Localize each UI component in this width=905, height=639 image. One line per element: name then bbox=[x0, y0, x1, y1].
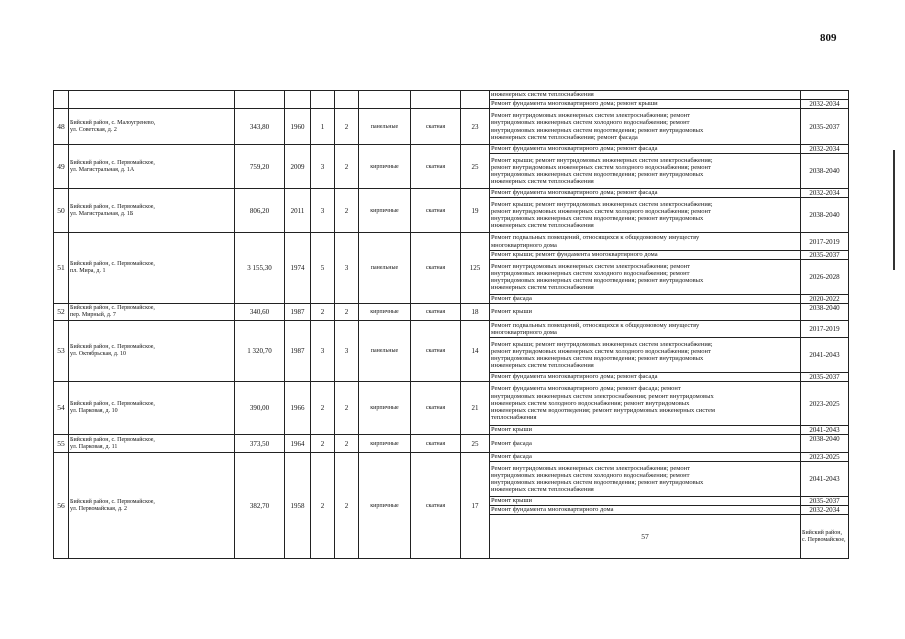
work-cell: Ремонт фундамента многоквартирного дома bbox=[490, 506, 801, 515]
area-cell: 340,60 bbox=[235, 304, 285, 321]
work-cell: Ремонт крыши; ремонт внутридомовых инженерных систем электроснабжения; ремонт внутридомовых инженерных систем холодного водоснабжения; ремонт внутридомовых инженерных систем водоотведения; ремонт внутридомовых инженерных систем теплоснабжения bbox=[490, 338, 801, 373]
work-cell: Ремонт внутридомовых инженерных систем электроснабжения; ремонт внутридомовых инженерных систем холодного водоснабжения; ремонт внутридомовых инженерных систем водоотведения; ремонт внутридомовых инженерных систем теплоснабжения; ремонт фасада bbox=[490, 109, 801, 145]
walls-cell: кирпичные bbox=[359, 145, 411, 189]
period-cell: 2017-2019 bbox=[801, 321, 849, 338]
roof-cell: скатная bbox=[411, 435, 461, 453]
floors-cell: 1 bbox=[311, 109, 335, 145]
period-cell: 2017-2019 bbox=[801, 233, 849, 251]
table-row bbox=[54, 382, 849, 426]
work-cell: Ремонт крыши bbox=[490, 426, 801, 435]
floors-cell: 2 bbox=[311, 435, 335, 453]
row-number: 55 bbox=[54, 435, 69, 453]
work-cell: Ремонт фундамента многоквартирного дома; ремонт крыши bbox=[490, 100, 801, 109]
area-cell: 1 320,70 bbox=[235, 321, 285, 382]
year-cell: 1987 bbox=[285, 321, 311, 382]
row-number: 52 bbox=[54, 304, 69, 321]
work-cell: Ремонт крыши bbox=[490, 304, 801, 321]
service-cell: 25 bbox=[461, 145, 490, 189]
work-cell: Ремонт внутридомовых инженерных систем электроснабжения; ремонт внутридомовых инженерных систем холодного водоснабжения; ремонт внутридомовых инженерных систем водоотведения; ремонт внутридомовых инженерных систем теплоснабжения bbox=[490, 260, 801, 295]
area-cell: 382,70 bbox=[235, 453, 285, 559]
walls-cell: кирпичные bbox=[359, 382, 411, 435]
work-cell: Ремонт фундамента многоквартирного дома; ремонт фасада bbox=[490, 189, 801, 198]
roof-cell: скатная bbox=[411, 304, 461, 321]
year-cell: 2009 bbox=[285, 145, 311, 189]
year-cell: 1958 bbox=[285, 453, 311, 559]
row-number: 57 bbox=[490, 515, 801, 559]
row-number: 48 bbox=[54, 109, 69, 145]
area-cell: 3 155,30 bbox=[235, 233, 285, 304]
work-cell: Ремонт внутридомовых инженерных систем электроснабжения; ремонт внутридомовых инженерных систем холодного водоснабжения; ремонт внутридомовых инженерных систем водоотведения; ремонт внутридомовых инженерных систем теплоснабжения bbox=[490, 462, 801, 497]
period-cell: 2023-2025 bbox=[801, 453, 849, 462]
work-cell: Ремонт фундамента многоквартирного дома; ремонт фасада bbox=[490, 145, 801, 154]
entrances-cell: 2 bbox=[335, 145, 359, 189]
work-cell: Ремонт фундамента многоквартирного дома; ремонт фасада bbox=[490, 373, 801, 382]
work-cell: Ремонт крыши bbox=[490, 497, 801, 506]
period-cell: 2041-2043 bbox=[801, 462, 849, 497]
walls-cell: панельные bbox=[359, 109, 411, 145]
walls-cell: кирпичные bbox=[359, 453, 411, 559]
roof-cell: скатная bbox=[411, 453, 461, 559]
service-cell: 14 bbox=[461, 321, 490, 382]
address-cell: Бийский район, с. Первомайское, ул. Магистральная, д. 1Б bbox=[69, 189, 235, 233]
entrances-cell: 2 bbox=[335, 382, 359, 435]
period-cell: 2038-2040 bbox=[801, 304, 849, 321]
entrances-cell: 2 bbox=[335, 453, 359, 559]
row-number: 54 bbox=[54, 382, 69, 435]
table-row bbox=[54, 189, 849, 198]
year-cell: 1960 bbox=[285, 109, 311, 145]
work-cell: Ремонт фасада bbox=[490, 295, 801, 304]
work-cell: Ремонт подвальных помещений, относящихся к общедомовому имуществу многоквартирного дома bbox=[490, 321, 801, 338]
service-cell: 23 bbox=[461, 109, 490, 145]
area-cell: 373,50 bbox=[235, 435, 285, 453]
period-cell: 2035-2037 bbox=[801, 497, 849, 506]
year-cell: 1974 bbox=[285, 233, 311, 304]
walls-cell: кирпичные bbox=[359, 189, 411, 233]
table-row bbox=[54, 91, 849, 100]
entrances-cell: 2 bbox=[335, 435, 359, 453]
period-cell: 2032-2034 bbox=[801, 100, 849, 109]
work-cell: Ремонт подвальных помещений, относящихся к общедомовому имуществу многоквартирного дома bbox=[490, 233, 801, 251]
area-cell: 806,20 bbox=[235, 189, 285, 233]
year-cell: 2011 bbox=[285, 189, 311, 233]
table-row bbox=[54, 145, 849, 154]
service-cell: 17 bbox=[461, 453, 490, 559]
address-cell: Бийский район, с. Первомайское, пл. Мира, д. 1 bbox=[69, 233, 235, 304]
page-number: 809 bbox=[820, 32, 837, 44]
table-row bbox=[54, 453, 849, 462]
work-cell: Ремонт фасада bbox=[490, 435, 801, 453]
row-number: 49 bbox=[54, 145, 69, 189]
entrances-cell: 2 bbox=[335, 304, 359, 321]
period-cell: 2035-2037 bbox=[801, 251, 849, 260]
capital-repair-table bbox=[53, 90, 849, 559]
floors-cell: 3 bbox=[311, 189, 335, 233]
table-row bbox=[54, 233, 849, 251]
roof-cell: скатная bbox=[411, 321, 461, 382]
address-cell: Бийский район, с. Первомайское, ул. Парковая, д. 10 bbox=[69, 382, 235, 435]
floors-cell: 5 bbox=[311, 233, 335, 304]
address-cell: Бийский район, с. Малоугренево, ул. Советская, д. 2 bbox=[69, 109, 235, 145]
period-cell: 2041-2043 bbox=[801, 338, 849, 373]
floors-cell: 3 bbox=[311, 321, 335, 382]
work-cell: Ремонт фундамента многоквартирного дома; ремонт фасада; ремонт внутридомовых инженерных систем электроснабжения; ремонт внутридомовых инженерных систем холодного водоснабжения; ремонт внутридомовых инженерных систем водоотведения; ремонт внутридомовых инженерных систем теплоснабжения bbox=[490, 382, 801, 426]
walls-cell: кирпичные bbox=[359, 435, 411, 453]
year-cell: 1964 bbox=[285, 435, 311, 453]
table-row bbox=[54, 109, 849, 145]
walls-cell: панельные bbox=[359, 233, 411, 304]
address-cell: Бийский район, с. Первомайское, ул. Парковая, д. 11 bbox=[69, 435, 235, 453]
service-cell: 19 bbox=[461, 189, 490, 233]
table-row bbox=[54, 435, 849, 453]
period-cell: 2038-2040 bbox=[801, 154, 849, 189]
walls-cell: панельные bbox=[359, 321, 411, 382]
row-number: 51 bbox=[54, 233, 69, 304]
margin-line bbox=[893, 150, 895, 270]
roof-cell: скатная bbox=[411, 382, 461, 435]
floors-cell: 2 bbox=[311, 453, 335, 559]
row-number: 50 bbox=[54, 189, 69, 233]
address-cell: Бийский район, с. Первомайское, пер. Мирный, д. 7 bbox=[69, 304, 235, 321]
period-cell: 2038-2040 bbox=[801, 435, 849, 453]
walls-cell: кирпичные bbox=[359, 304, 411, 321]
period-cell: 2023-2025 bbox=[801, 382, 849, 426]
period-cell: 2041-2043 bbox=[801, 426, 849, 435]
address-cell: Бийский район, с. Первомайское, bbox=[801, 515, 849, 559]
entrances-cell: 2 bbox=[335, 109, 359, 145]
entrances-cell: 3 bbox=[335, 233, 359, 304]
service-cell: 125 bbox=[461, 233, 490, 304]
work-cell: инженерных систем теплоснабжения bbox=[490, 91, 801, 100]
period-cell: 2035-2037 bbox=[801, 109, 849, 145]
address-cell: Бийский район, с. Первомайское, ул. Магистральная, д. 1А bbox=[69, 145, 235, 189]
period-cell: 2032-2034 bbox=[801, 506, 849, 515]
floors-cell: 3 bbox=[311, 145, 335, 189]
period-cell: 2038-2040 bbox=[801, 198, 849, 233]
table-row bbox=[54, 304, 849, 321]
entrances-cell: 2 bbox=[335, 189, 359, 233]
roof-cell: скатная bbox=[411, 109, 461, 145]
row-number: 53 bbox=[54, 321, 69, 382]
work-cell: Ремонт крыши; ремонт внутридомовых инженерных систем электроснабжения; ремонт внутридомовых инженерных систем холодного водоснабжения; ремонт внутридомовых инженерных систем водоотведения; ремонт внутридомовых инженерных систем теплоснабжения bbox=[490, 198, 801, 233]
period-cell: 2032-2034 bbox=[801, 145, 849, 154]
row-number: 56 bbox=[54, 453, 69, 559]
area-cell: 759,20 bbox=[235, 145, 285, 189]
period-cell bbox=[801, 91, 849, 100]
roof-cell: скатная bbox=[411, 233, 461, 304]
period-cell: 2035-2037 bbox=[801, 373, 849, 382]
address-cell: Бийский район, с. Первомайское, ул. Первомайская, д. 2 bbox=[69, 453, 235, 559]
year-cell: 1966 bbox=[285, 382, 311, 435]
area-cell: 343,80 bbox=[235, 109, 285, 145]
entrances-cell: 3 bbox=[335, 321, 359, 382]
work-cell: Ремонт крыши; ремонт внутридомовых инженерных систем электроснабжения; ремонт внутридомовых инженерных систем холодного водоснабжения; ремонт внутридомовых инженерных систем водоотведения; ремонт внутридомовых инженерных систем теплоснабжения bbox=[490, 154, 801, 189]
floors-cell: 2 bbox=[311, 382, 335, 435]
year-cell: 1987 bbox=[285, 304, 311, 321]
roof-cell: скатная bbox=[411, 189, 461, 233]
service-cell: 18 bbox=[461, 304, 490, 321]
period-cell: 2032-2034 bbox=[801, 189, 849, 198]
work-cell: Ремонт фасада bbox=[490, 453, 801, 462]
table-row bbox=[54, 321, 849, 338]
work-cell: Ремонт крыши; ремонт фундамента многоквартирного дома bbox=[490, 251, 801, 260]
area-cell: 390,00 bbox=[235, 382, 285, 435]
service-cell: 25 bbox=[461, 435, 490, 453]
period-cell: 2026-2028 bbox=[801, 260, 849, 295]
address-cell: Бийский район, с. Первомайское, ул. Октябрьская, д. 10 bbox=[69, 321, 235, 382]
service-cell: 21 bbox=[461, 382, 490, 435]
floors-cell: 2 bbox=[311, 304, 335, 321]
roof-cell: скатная bbox=[411, 145, 461, 189]
period-cell: 2020-2022 bbox=[801, 295, 849, 304]
